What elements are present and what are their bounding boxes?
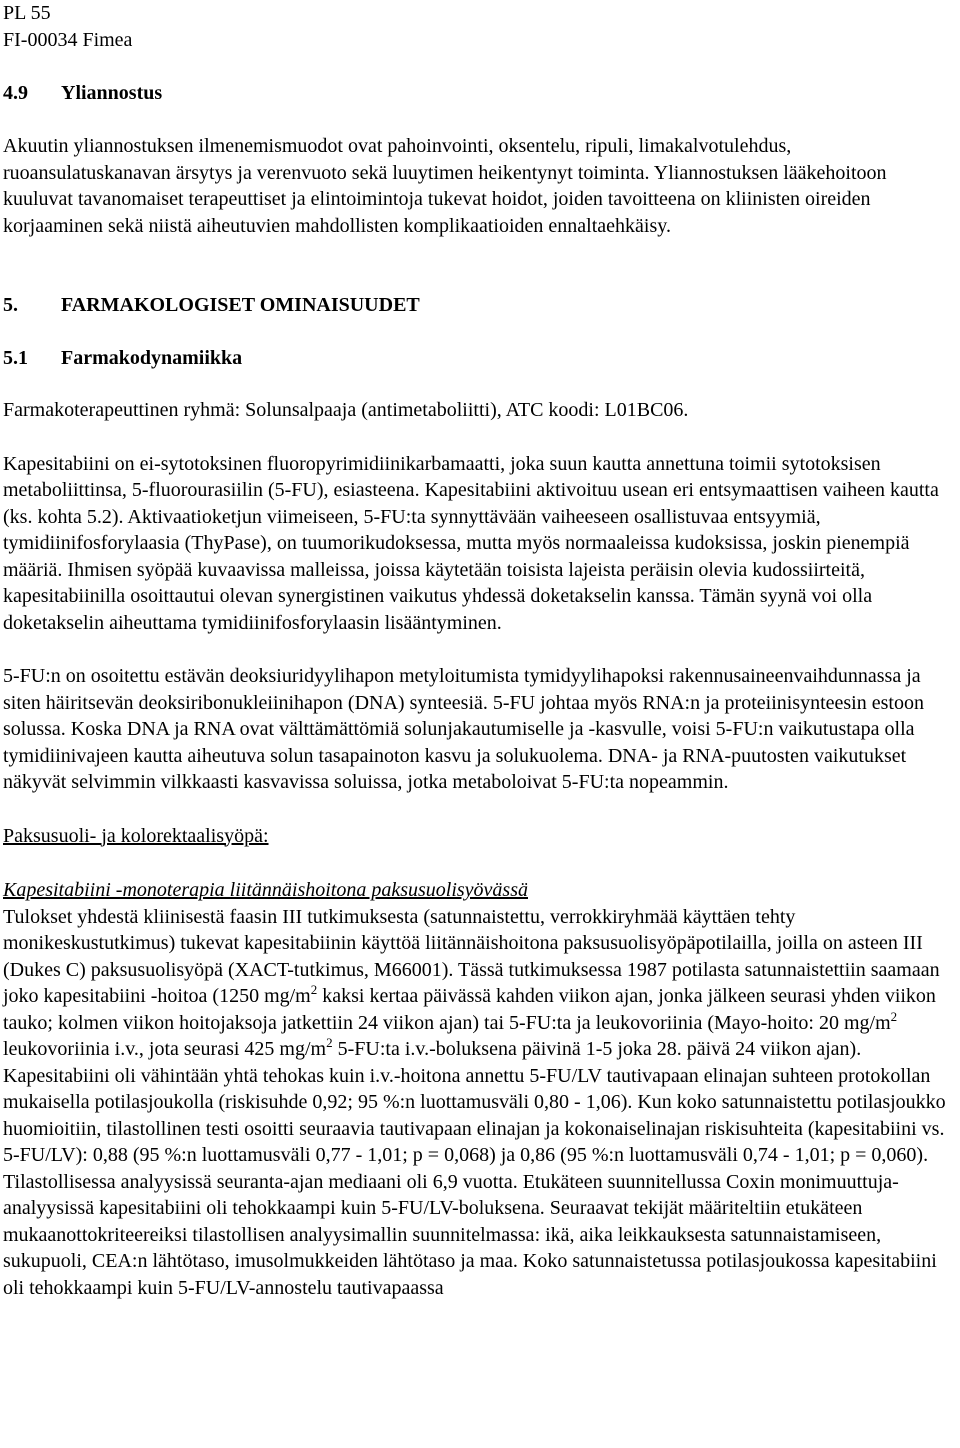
section-5-heading xyxy=(3,292,953,319)
mechanism-paragraph-1: Kapesitabiini on ei-sytotoksinen fluoropyrimidiinikarbamaatti, joka suun kautta annettuna toimii sytotoksisen metaboliittinsa, 5-fluorourasiilin (5-FU), esiasteena. Kapesitabiini aktivoituu usean eri entsymaattisen vaiheen kautta (ks. kohta 5.2). Aktivaatioketjun viimeiseen, 5-FU:ta synnyttävään vaiheeseen osallistuvaa entsyymiä, tymidiinifosforylaasia (ThyPase), on tuumorikudoksessa, mutta myös normaaleissa kudoksissa, joskin pienempiä määriä. Ihmisen syöpää kuvaavissa malleissa, joissa käytetään toisista lajeista peräisin olevia kudossiirteitä, kapesitabiinilla osoittautui olevan synergistinen vaikutus yhdessä doketakselin kanssa. Tämän syynä voi olla doketakselin aiheuttama tymidiinifosforylaasin lisääntyminen. xyxy=(3,452,939,634)
section-number: 5.1 xyxy=(3,346,28,369)
document-page xyxy=(3,0,953,1301)
section-title: Farmakodynamiikka xyxy=(61,346,243,369)
section-title: Yliannostus xyxy=(61,82,163,104)
xact-study-paragraph: Tulokset yhdestä kliinisestä faasin III tutkimuksesta (satunnaistettu, verrokkiryhmää käyttäen tehty monikeskustutkimus) tukevat kapesitabiinin käyttöä liitännäishoitona paksusuolisyöpäpotilailla, joilla on asteen III (Dukes C) paksusuolisyöpä (XACT-tutkimus, M66001). Tässä tutkimuksessa 1987 potilasta satunnaistettiin saamaan joko kapesitabiini -hoitoa (1250 $mg/m^2$ kaksi kertaa päivässä kahden viikon ajan, jonka jälkeen seurasi yhden viikon tauko; kolmen viikon hoitojaksoja jatkettiin 24 viikon ajan) tai 5-FU:ta ja leukovoriinia (Mayo-hoito: 20 $mg/m^2$ leukovoriinia i.v., jota seurasi 425 $mg/m^2$ 5-FU:ta i.v.-boluksena päivinä 1-5 joka 28. päivä 24 viikon ajan). Kapesitabiini oli vähintään yhtä tehokas kuin i.v.-hoitona annettu 5-FU/LV tautivapaan elinajan suhteen protokollan mukaisella potilasjoukolla (riskisuhde 0,92; 95 %:n luottamusväli 0,80 - 1,06). Kun koko satunnaistettu potilasjoukko huomioitiin, tilastollinen testi osoitti seuraavia tautivapaan elinajan ja kokonaiselinajan riskisuhteita (kapesitabiini vs. 5-FU/LV): 0,88 (95 %:n luottamusväli 0,77 - 1,01; p = 0,068) ja 0,86 (95 %:n luottamusväli 0,74 - 1,01; p = 0,060). Tilastollisessa analyysissä seuranta-ajan mediaani oli 6,9 vuotta. Etukäteen suunnitellussa Coxin monimuuttuja-analyysissä kapesitabiini oli tehokkaampi kuin 5-FU/LV-boluksena. Seuraavat tekijät määriteltiin etukäteen mukaanottokriteereiksi tilastollisen analyysimallin suunnitelmassa: ikä, aika leikkauksesta satunnaistamiseen, sukupuoli, CEA:n lähtötaso, imusolmukkeiden lähtötaso ja maa. Koko satunnaistetussa potilasjoukossa kapesitabiini oli tehokkaampi kuin 5-FU/LV-annostelu tautivapaassa xyxy=(3,905,946,1299)
header-agency: FI-00034 Fimea xyxy=(3,28,133,51)
document-header xyxy=(3,0,953,53)
colorectal-heading: Paksusuoli- ja kolorektaalisyöpä: xyxy=(3,824,269,847)
overdose-paragraph: Akuutin yliannostuksen ilmenemismuodot ovat pahoinvointi, oksentelu, ripuli, limakalvotulehdus, ruoansulatuskanavan ärsytys ja verenvuoto sekä luuytimen heikentynyt toiminta. Yliannostuksen lääkehoitoon kuuluvat tavanomaiset terapeuttiset ja elintoimintoja tukevat hoidot, joiden tavoitteena on kliinisten oireiden korjaaminen sekä niistä aiheutuvien mahdollisten komplikaatioiden ennaltaehkäisy. xyxy=(3,135,887,237)
header-po-box: PL 55 xyxy=(3,2,51,24)
pharmacotherapeutic-group: Farmakoterapeuttinen ryhmä: Solunsalpaaja (antimetaboliitti), ATC koodi: L01BC06. xyxy=(3,399,689,421)
section-4-9-heading xyxy=(3,80,953,107)
section-number: 4.9 xyxy=(3,82,28,104)
section-title: FARMAKOLOGISET OMINAISUUDET xyxy=(61,294,420,316)
monotherapy-subheading: Kapesitabiini -monoterapia liitännäishoitona paksusuolisyövässä xyxy=(3,879,528,901)
mechanism-paragraph-2: 5-FU:n on osoitettu estävän deoksiuridyylihapon metyloitumista tymidyylihapoksi rakennusaineenvaihdunnassa ja siten häiritsevän deoksiribonukleiinihapon (DNA) synteesiä. 5-FU johtaa myös RNA:n ja proteiinisynteesin estoon solussa. Koska DNA ja RNA ovat välttämättömiä solunjakautumiselle ja -kasvulle, voisi 5-FU:n vaikutustapa olla tymidiinivajeen kautta aiheutuva solun tasapainoton kasvu ja solukuolema. DNA- ja RNA-puutosten vaikutukset näkyvät selvimmin vilkkaasti kasvavissa soluissa, jotka metaboloivat 5-FU:ta nopeammin. xyxy=(3,665,924,793)
section-5-1-heading xyxy=(3,345,953,372)
section-number: 5. xyxy=(3,294,18,316)
